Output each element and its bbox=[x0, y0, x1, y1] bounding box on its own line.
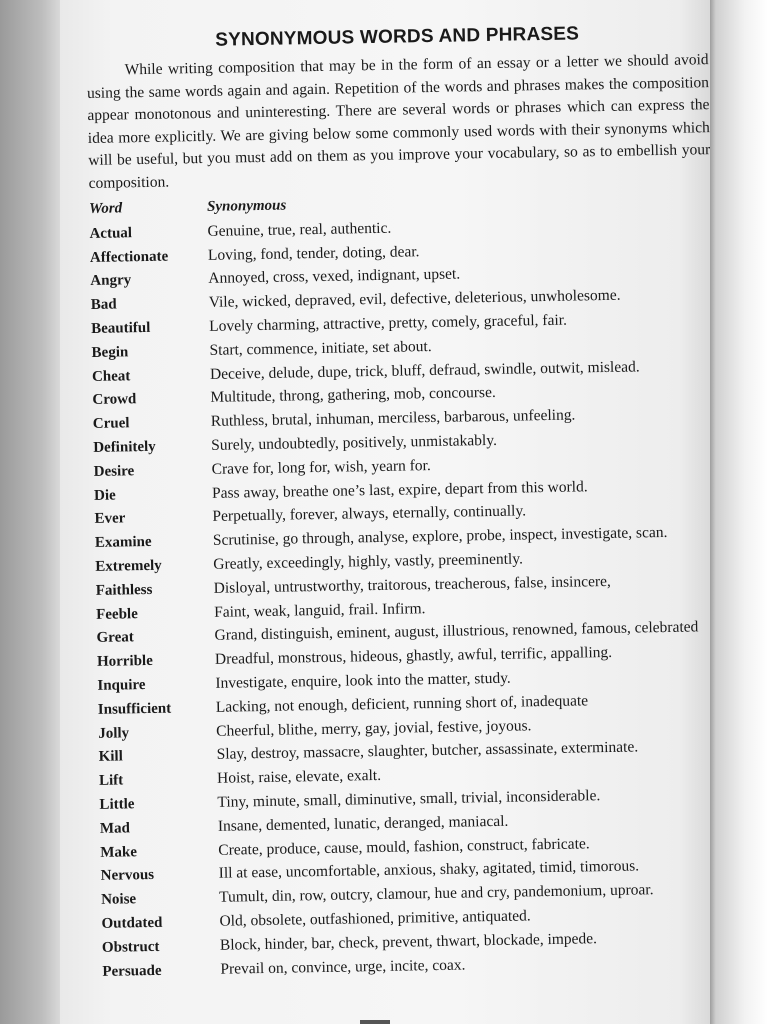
synonym-cell: Lacking, not enough, deficient, running short of, inadequate bbox=[215, 692, 589, 716]
word-cell: Great bbox=[96, 629, 134, 647]
word-cell: Horrible bbox=[96, 653, 153, 671]
synonym-cell: Tiny, minute, small, diminutive, small, trivial, inconsiderable. bbox=[217, 787, 601, 811]
word-cell: Examine bbox=[94, 534, 152, 552]
synonym-cell: Vile, wicked, depraved, evil, defective, deleterious, unwholesome. bbox=[208, 286, 621, 312]
intro-paragraph: While writing composition that may be in the form of an essay or a letter we should avoid using the same words again and again. Repetition of the words and phrases makes the composition appear monotonous and uninteresting. There are several words or phrases which can express the idea more explicitly. We are giving below some commonly used words with their synonyms which will be useful, but you must add on them as you improve your vocabulary, so as to embellish your composition. bbox=[86, 51, 711, 192]
word-cell: Cruel bbox=[92, 415, 130, 433]
word-cell: Mad bbox=[99, 820, 131, 837]
synonym-table bbox=[89, 190, 712, 986]
word-cell: Die bbox=[93, 487, 116, 504]
background-left-shadow bbox=[0, 0, 60, 1024]
word-cell: Cheat bbox=[91, 367, 131, 385]
word-cell: Persuade bbox=[102, 962, 162, 980]
word-cell: Extremely bbox=[95, 557, 162, 575]
word-cell: Obstruct bbox=[101, 938, 160, 956]
synonym-cell: Lovely charming, attractive, pretty, comely, graceful, fair. bbox=[209, 311, 568, 335]
word-cell: Angry bbox=[90, 272, 132, 290]
synonym-cell: Disloyal, untrustworthy, traitorous, treacherous, false, insincere, bbox=[213, 572, 611, 597]
word-cell: Ever bbox=[94, 510, 126, 528]
word-cell: Feeble bbox=[96, 605, 138, 623]
synonym-cell: Surely, undoubtedly, positively, unmistakably. bbox=[211, 431, 498, 454]
background-right-shadow bbox=[710, 0, 768, 1024]
word-cell: Little bbox=[99, 796, 135, 813]
synonym-cell: Multitude, throng, gathering, mob, concourse. bbox=[210, 384, 496, 407]
synonym-cell: Perpetually, forever, always, eternally, continually. bbox=[212, 502, 527, 526]
synonym-cell: Grand, distinguish, eminent, august, illustrious, renowned, famous, celebrated bbox=[214, 618, 699, 645]
synonym-cell: Create, produce, cause, mould, fashion, construct, fabricate. bbox=[218, 834, 590, 859]
synonym-cell: Slay, destroy, massacre, slaughter, butcher, assassinate, exterminate. bbox=[216, 738, 639, 764]
synonym-cell: Ruthless, brutal, inhuman, merciless, barbarous, unfeeling. bbox=[210, 406, 576, 431]
page-bottom-mark bbox=[360, 1020, 390, 1024]
synonym-cell: Investigate, enquire, look into the matter, study. bbox=[215, 669, 511, 692]
synonym-cell: Hoist, raise, elevate, exalt. bbox=[216, 767, 382, 787]
word-cell: Noise bbox=[101, 891, 137, 908]
word-cell: Inquire bbox=[97, 677, 146, 694]
synonym-cell: Loving, fond, tender, doting, dear. bbox=[207, 242, 420, 264]
synonym-cell: Annoyed, cross, vexed, indignant, upset. bbox=[208, 265, 461, 288]
book-page bbox=[60, 0, 712, 1024]
word-cell: Jolly bbox=[98, 724, 130, 742]
synonym-cell: Block, hinder, bar, check, prevent, thwart, blockade, impede. bbox=[219, 929, 598, 954]
header-synonyms: Synonymous bbox=[206, 197, 287, 215]
word-cell: Lift bbox=[98, 772, 124, 790]
synonym-cell: Crave for, long for, wish, yearn for. bbox=[211, 456, 431, 478]
synonym-cell: Old, obsolete, outfashioned, primitive, antiquated. bbox=[219, 907, 531, 930]
header-word: Word bbox=[88, 200, 123, 217]
word-cell: Make bbox=[100, 843, 138, 861]
synonym-cell: Insane, demented, lunatic, deranged, maniacal. bbox=[217, 812, 509, 835]
synonym-cell: Faint, weak, languid, frail. Infirm. bbox=[213, 599, 426, 621]
word-cell: Beautiful bbox=[91, 319, 151, 337]
synonym-cell: Prevail on, convince, urge, incite, coax. bbox=[220, 956, 466, 978]
word-cell: Kill bbox=[98, 748, 123, 766]
synonym-cell: Cheerful, blithe, merry, gay, jovial, festive, joyous. bbox=[216, 716, 532, 740]
synonym-cell: Deceive, delude, dupe, trick, bluff, defraud, swindle, outwit, mislead. bbox=[209, 357, 640, 383]
word-cell: Insufficient bbox=[97, 700, 172, 718]
word-cell: Begin bbox=[91, 344, 129, 361]
word-cell: Actual bbox=[89, 225, 133, 242]
word-cell: Faithless bbox=[95, 581, 153, 599]
synonym-cell: Dreadful, monstrous, hideous, ghastly, awful, terrific, appalling. bbox=[214, 644, 613, 668]
word-cell: Desire bbox=[93, 462, 135, 480]
synonym-cell: Genuine, true, real, authentic. bbox=[207, 219, 392, 240]
page-content bbox=[86, 21, 712, 986]
synonym-cell: Pass away, breathe one’s last, expire, depart from this world. bbox=[211, 477, 588, 502]
page-title: SYNONYMOUS WORDS AND PHRASES bbox=[215, 23, 580, 51]
synonym-cell: Tumult, din, row, outcry, clamour, hue and cry, pandemonium, uproar. bbox=[218, 881, 654, 906]
word-cell: Affectionate bbox=[89, 248, 169, 266]
word-cell: Crowd bbox=[92, 391, 137, 409]
synonym-cell: Greatly, exceedingly, highly, vastly, preeminently. bbox=[213, 550, 524, 573]
synonym-cell: Ill at ease, uncomfortable, anxious, shaky, agitated, timid, timorous. bbox=[218, 857, 640, 883]
word-cell: Outdated bbox=[101, 914, 163, 932]
word-cell: Nervous bbox=[100, 867, 155, 885]
word-cell: Bad bbox=[90, 296, 117, 314]
synonym-cell: Start, commence, initiate, set about. bbox=[209, 337, 432, 359]
synonym-cell: Scrutinise, go through, analyse, explore, probe, inspect, investigate, scan. bbox=[212, 524, 668, 550]
word-cell: Definitely bbox=[93, 438, 156, 456]
